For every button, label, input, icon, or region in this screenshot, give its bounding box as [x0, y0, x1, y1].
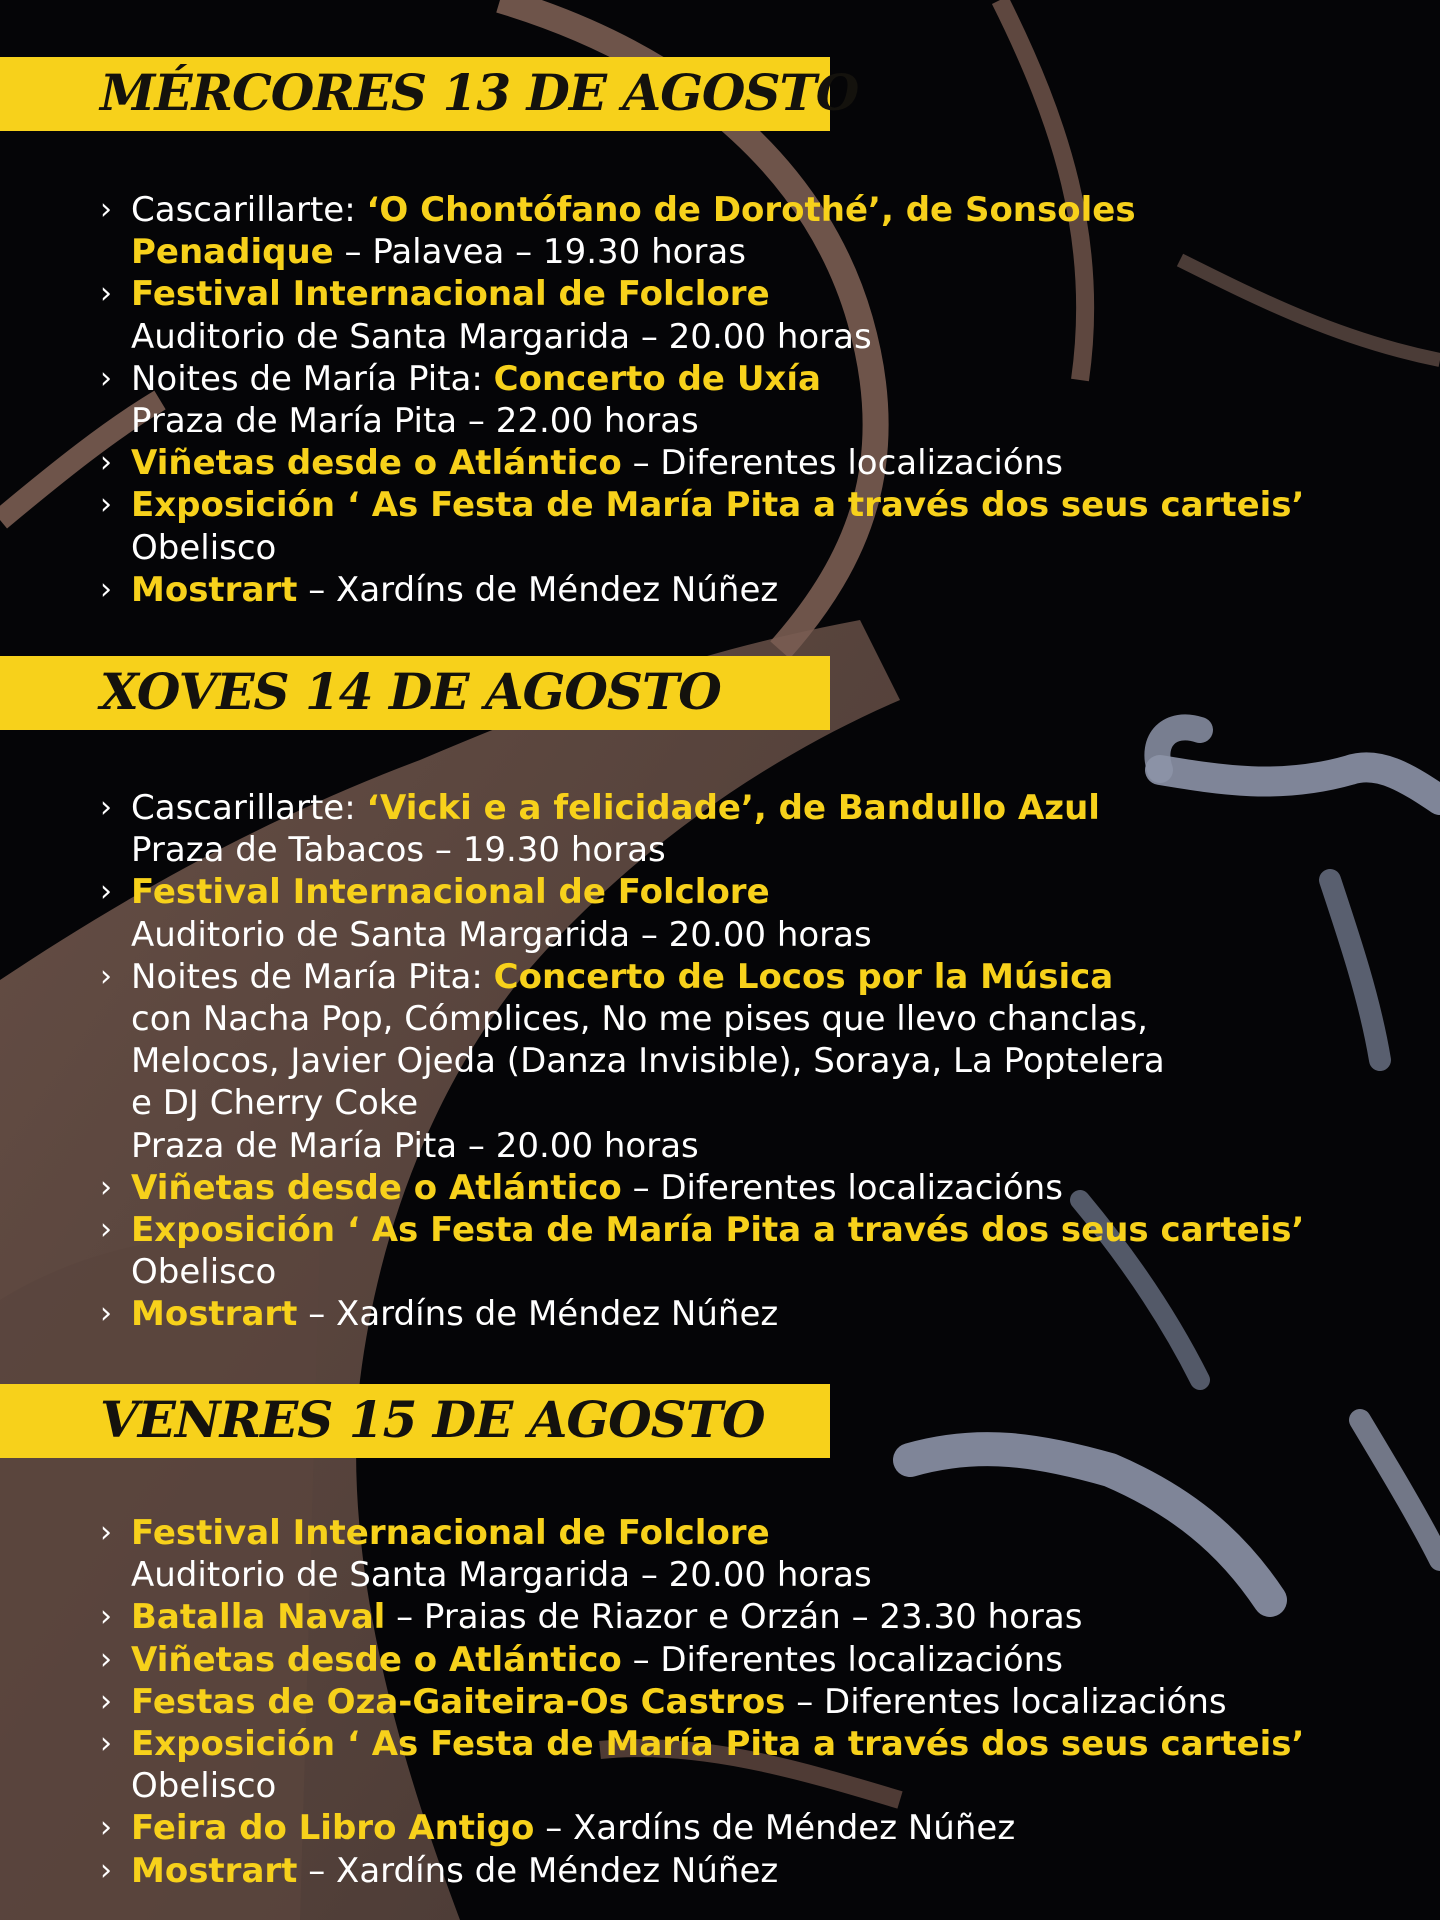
chevron-right-icon: › [100, 445, 112, 481]
event-item [100, 569, 1400, 611]
day-header-3 [0, 1384, 830, 1458]
event-highlight-text: Festas de Oza-Gaiteira-Os Castros [131, 1681, 786, 1722]
chevron-right-icon: › [100, 1725, 112, 1761]
event-plain-text: Auditorio de Santa Margarida – 20.00 horas [131, 1555, 872, 1596]
event-highlight-text: Festival Internacional de Folclore [131, 1513, 770, 1553]
event-plain-text: – Diferentes localizacións [621, 443, 1063, 484]
chevron-right-icon: › [100, 1211, 112, 1247]
event-text [100, 274, 770, 314]
event-plain-text: Obelisco [131, 1766, 277, 1807]
chevron-right-icon: › [100, 1852, 112, 1888]
event-plain-text: Obelisco [131, 1252, 277, 1293]
chevron-right-icon: › [100, 1810, 112, 1846]
event-detail-line [100, 1125, 1400, 1167]
event-plain-text: Praza de María Pita – 20.00 horas [131, 1125, 699, 1166]
event-text [131, 1126, 699, 1166]
day-header-1 [0, 57, 859, 131]
event-item [100, 1681, 1400, 1723]
event-plain-text: – Diferentes localizacións [785, 1681, 1227, 1722]
event-detail-line [100, 1765, 1400, 1807]
chevron-right-icon: › [100, 1683, 112, 1719]
event-text [100, 1210, 1304, 1250]
event-text [131, 528, 276, 568]
event-highlight-text: Mostrart [131, 1294, 298, 1335]
event-highlight-text: Mostrart [131, 1850, 298, 1891]
chevron-right-icon: › [100, 1169, 112, 1205]
event-detail-line [100, 231, 1400, 273]
event-detail-line [100, 829, 1400, 871]
chevron-right-icon: › [100, 1599, 112, 1635]
event-detail-line [100, 998, 1400, 1040]
event-plain-text: Melocos, Javier Ojeda (Danza Invisible), Soraya, La Poptelera [131, 1041, 1165, 1082]
event-plain-text: – Palavea – 19.30 horas [333, 232, 746, 273]
event-text [100, 485, 1304, 525]
event-item [100, 358, 1400, 400]
event-item [100, 1807, 1400, 1849]
event-text [100, 443, 1063, 483]
event-text [131, 1766, 276, 1806]
event-plain-text: Praza de María Pita – 22.00 horas [131, 400, 699, 441]
event-item [100, 1639, 1400, 1681]
event-highlight-text: Concerto de Locos por la Música [493, 956, 1114, 997]
event-detail-line [100, 1040, 1400, 1082]
event-highlight-text: Concerto de Uxía [493, 358, 821, 399]
event-plain-text: – Praias de Riazor e Orzán – 23.30 horas [385, 1597, 1083, 1638]
event-detail-line [100, 1251, 1400, 1293]
event-plain-text: con Nacha Pop, Cómplices, No me pises que llevo chanclas, [131, 998, 1148, 1039]
event-detail-line [100, 316, 1400, 358]
event-text [100, 190, 1136, 230]
chevron-right-icon: › [100, 958, 112, 994]
event-highlight-text: ‘O Chontófano de Dorothé’, de Sonsoles [366, 190, 1136, 230]
chevron-right-icon: › [100, 360, 112, 396]
event-plain-text: – Xardíns de Méndez Núñez [297, 1294, 779, 1335]
event-text [131, 1083, 418, 1123]
event-item [100, 1723, 1400, 1765]
event-text [100, 1168, 1063, 1208]
event-text [131, 999, 1148, 1039]
event-detail-line [100, 1554, 1400, 1596]
event-highlight-text: Batalla Naval [131, 1597, 386, 1638]
event-highlight-text: ‘Vicki e a felicidade’, de Bandullo Azul [366, 788, 1100, 828]
event-text [100, 570, 778, 610]
event-text [100, 359, 821, 399]
event-plain-text: – Xardíns de Méndez Núñez [297, 1850, 779, 1891]
event-plain-text: – Diferentes localizacións [621, 1167, 1063, 1208]
event-text [131, 317, 872, 357]
event-plain-text: e DJ Cherry Coke [131, 1083, 419, 1124]
event-item [100, 1209, 1400, 1251]
event-highlight-text: Viñetas desde o Atlántico [131, 1167, 622, 1208]
chevron-right-icon: › [100, 1515, 112, 1550]
event-item [100, 1293, 1400, 1335]
event-plain-text: Praza de Tabacos – 19.30 horas [131, 830, 666, 871]
chevron-right-icon: › [100, 874, 112, 910]
chevron-right-icon: › [100, 487, 112, 523]
event-list-2 [100, 787, 1400, 1335]
event-text [100, 1724, 1304, 1764]
event-highlight-text: Penadique [131, 232, 334, 273]
event-plain-text: – Xardíns de Méndez Núñez [534, 1808, 1016, 1849]
event-text [131, 915, 872, 955]
event-text [131, 232, 746, 272]
event-item [100, 956, 1400, 998]
event-highlight-text: Mostrart [131, 569, 298, 610]
event-highlight-text: Exposición ‘ As Festa de María Pita a través dos seus carteis’ [131, 485, 1305, 526]
event-list-1 [100, 189, 1400, 611]
event-plain-text: Auditorio de Santa Margarida – 20.00 horas [131, 316, 872, 357]
day-header-2 [0, 656, 830, 730]
event-detail-line [100, 914, 1400, 956]
event-highlight-text: Exposición ‘ As Festa de María Pita a través dos seus carteis’ [131, 1723, 1305, 1764]
event-list-3 [100, 1512, 1400, 1892]
event-item [100, 1167, 1400, 1209]
event-item [100, 1850, 1400, 1892]
event-item [100, 1596, 1400, 1638]
event-text [100, 788, 1100, 828]
event-item [100, 189, 1400, 231]
event-item [100, 442, 1400, 484]
event-text [100, 1597, 1082, 1637]
event-plain-text: Noites de María Pita: [131, 358, 494, 399]
event-text [100, 1294, 778, 1334]
chevron-right-icon: › [100, 1296, 112, 1332]
event-highlight-text: Exposición ‘ As Festa de María Pita a través dos seus carteis’ [131, 1209, 1305, 1250]
event-text [100, 1682, 1227, 1722]
day-title: MÉRCORES 13 DE AGOSTO [100, 63, 859, 122]
event-highlight-text: Viñetas desde o Atlántico [131, 1639, 622, 1680]
chevron-right-icon: › [100, 276, 112, 312]
event-text [131, 1252, 276, 1292]
event-highlight-text: Viñetas desde o Atlántico [131, 443, 622, 484]
event-highlight-text: Feira do Libro Antigo [131, 1808, 535, 1849]
event-plain-text: Auditorio de Santa Margarida – 20.00 horas [131, 914, 872, 955]
event-item [100, 273, 1400, 315]
event-item [100, 871, 1400, 913]
event-text [131, 1041, 1165, 1081]
event-item [100, 484, 1400, 526]
event-plain-text: Noites de María Pita: [131, 956, 494, 997]
event-detail-line [100, 527, 1400, 569]
event-text [131, 1555, 872, 1595]
chevron-right-icon: › [100, 790, 112, 825]
chevron-right-icon: › [100, 1641, 112, 1677]
chevron-right-icon: › [100, 571, 112, 607]
event-text [100, 1851, 778, 1891]
day-title: XOVES 14 DE AGOSTO [100, 662, 721, 721]
chevron-right-icon: › [100, 192, 112, 227]
event-text [100, 1640, 1063, 1680]
event-text [100, 1808, 1015, 1848]
event-detail-line [100, 1082, 1400, 1124]
event-detail-line [100, 400, 1400, 442]
event-highlight-text: Festival Internacional de Folclore [131, 872, 770, 913]
event-text [100, 1513, 770, 1553]
event-text [100, 957, 1113, 997]
event-item [100, 1512, 1400, 1554]
event-plain-text: – Xardíns de Méndez Núñez [297, 569, 779, 610]
event-plain-text: Cascarillarte: [131, 190, 367, 230]
day-title: VENRES 15 DE AGOSTO [100, 1390, 765, 1449]
event-text [131, 401, 699, 441]
event-plain-text: – Diferentes localizacións [621, 1639, 1063, 1680]
event-text [100, 872, 770, 912]
event-highlight-text: Festival Internacional de Folclore [131, 274, 770, 315]
event-item [100, 787, 1400, 829]
event-plain-text: Obelisco [131, 527, 277, 568]
event-text [131, 830, 666, 870]
event-plain-text: Cascarillarte: [131, 788, 367, 828]
